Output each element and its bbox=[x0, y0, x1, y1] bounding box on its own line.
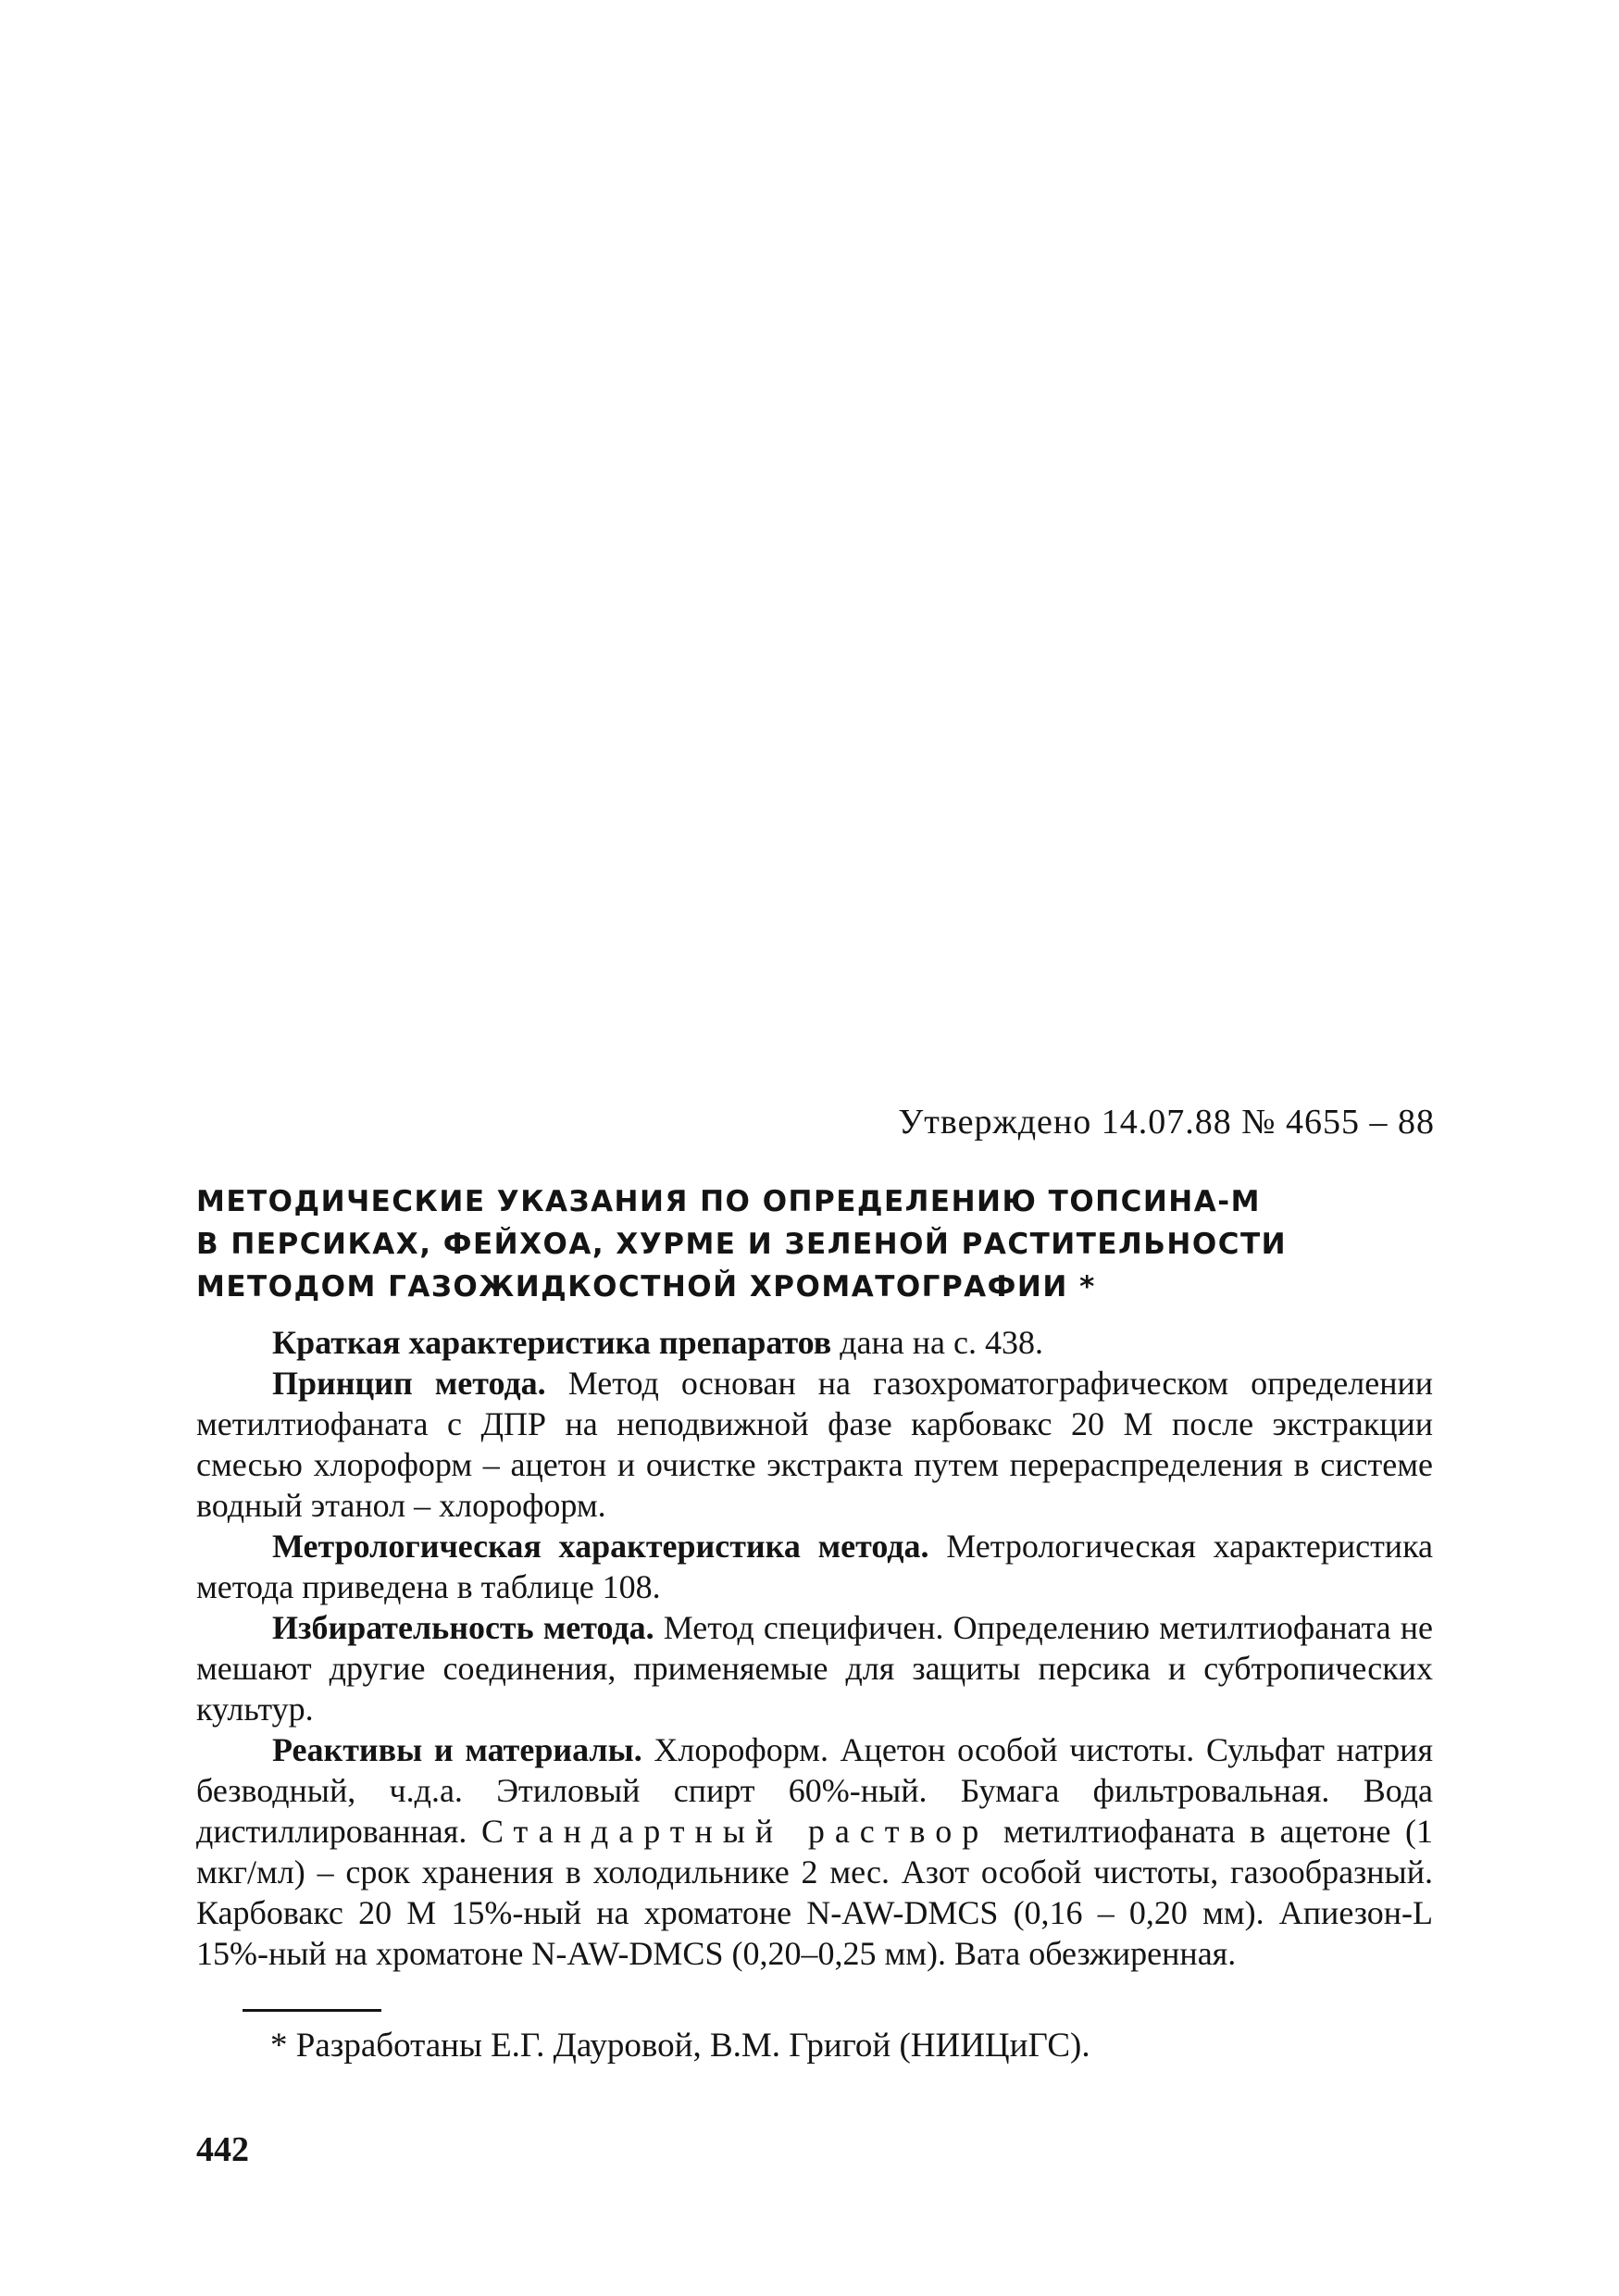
paragraph-text: дана на с. 438. bbox=[831, 1324, 1043, 1361]
paragraph-heading: Метрологическая характеристика метода. bbox=[272, 1528, 929, 1565]
paragraph-heading: Принцип метода. bbox=[272, 1365, 546, 1402]
paragraph-reagents bbox=[196, 1729, 1433, 1974]
paragraph-text: метилтиофаната в ацетоне (1 мкг/мл) – срок хранения в холодильнике 2 мес. Азот особой чистоты, газообразный. Карбовакс 20 М 15%-ный на хроматоне N-AW-DMCS (0,16 – 0,20 мм). Апиезон-L 15%-ный на хроматоне N-AW-DMCS (0,20–0,25 мм). Вата обезжиренная. bbox=[196, 1813, 1434, 1972]
paragraph-text: Метод специфичен. Определению метилтиофаната не мешают другие соединения, применяемые для защиты персика и субтропических культур. bbox=[196, 1609, 1433, 1728]
paragraph-text: Хлороформ. Ацетон особой чистоты. Сульфат натрия безводный, ч.д.а. Этиловый спирт 60%-ный. Бумага фильтровальная. Вода дистиллированная. bbox=[196, 1731, 1434, 1850]
paragraph-text: Метод основан на газохроматографическом определении метилтиофаната с ДПР на неподвижной фазе карбовакс 20 М после экстракции смесью хлороформ – ацетон и очистке экстракта путем перераспределения в системе водный этанол – хлороформ. bbox=[196, 1365, 1433, 1524]
footnote-rule bbox=[243, 2009, 381, 2012]
page-number: 442 bbox=[196, 2130, 249, 2169]
paragraph-brief-characteristics bbox=[196, 1322, 1433, 1363]
paragraph-heading: Краткая характеристика препаратов bbox=[272, 1324, 832, 1361]
document-title bbox=[196, 1180, 1400, 1308]
paragraph-heading: Реактивы и материалы. bbox=[272, 1731, 642, 1768]
title-line-1: МЕТОДИЧЕСКИЕ УКАЗАНИЯ ПО ОПРЕДЕЛЕНИЮ ТОПСИНА-М bbox=[196, 1185, 1261, 1218]
paragraph-heading: Избирательность метода. bbox=[272, 1609, 654, 1646]
paragraph-text: Метрологическая характеристика метода приведена в таблице 108. bbox=[196, 1528, 1433, 1605]
approval-line: Утверждено 14.07.88 № 4655 – 88 bbox=[898, 1103, 1435, 1142]
title-line-3: МЕТОДОМ ГАЗОЖИДКОСТНОЙ ХРОМАТОГРАФИИ * bbox=[196, 1270, 1096, 1304]
paragraph-method-principle bbox=[196, 1363, 1433, 1526]
paragraph-selectivity bbox=[196, 1607, 1433, 1729]
title-line-2: В ПЕРСИКАХ, ФЕЙХОА, ХУРМЕ И ЗЕЛЕНОЙ РАСТИТЕЛЬНОСТИ bbox=[196, 1228, 1288, 1261]
spaced-term: Стандартный раствор bbox=[480, 1813, 990, 1850]
body-text bbox=[196, 1322, 1433, 1974]
footnote: * Разработаны Е.Г. Дауровой, В.М. Григой (НИИЦиГС). bbox=[270, 2027, 1090, 2065]
paragraph-metrological-characteristics bbox=[196, 1526, 1433, 1607]
